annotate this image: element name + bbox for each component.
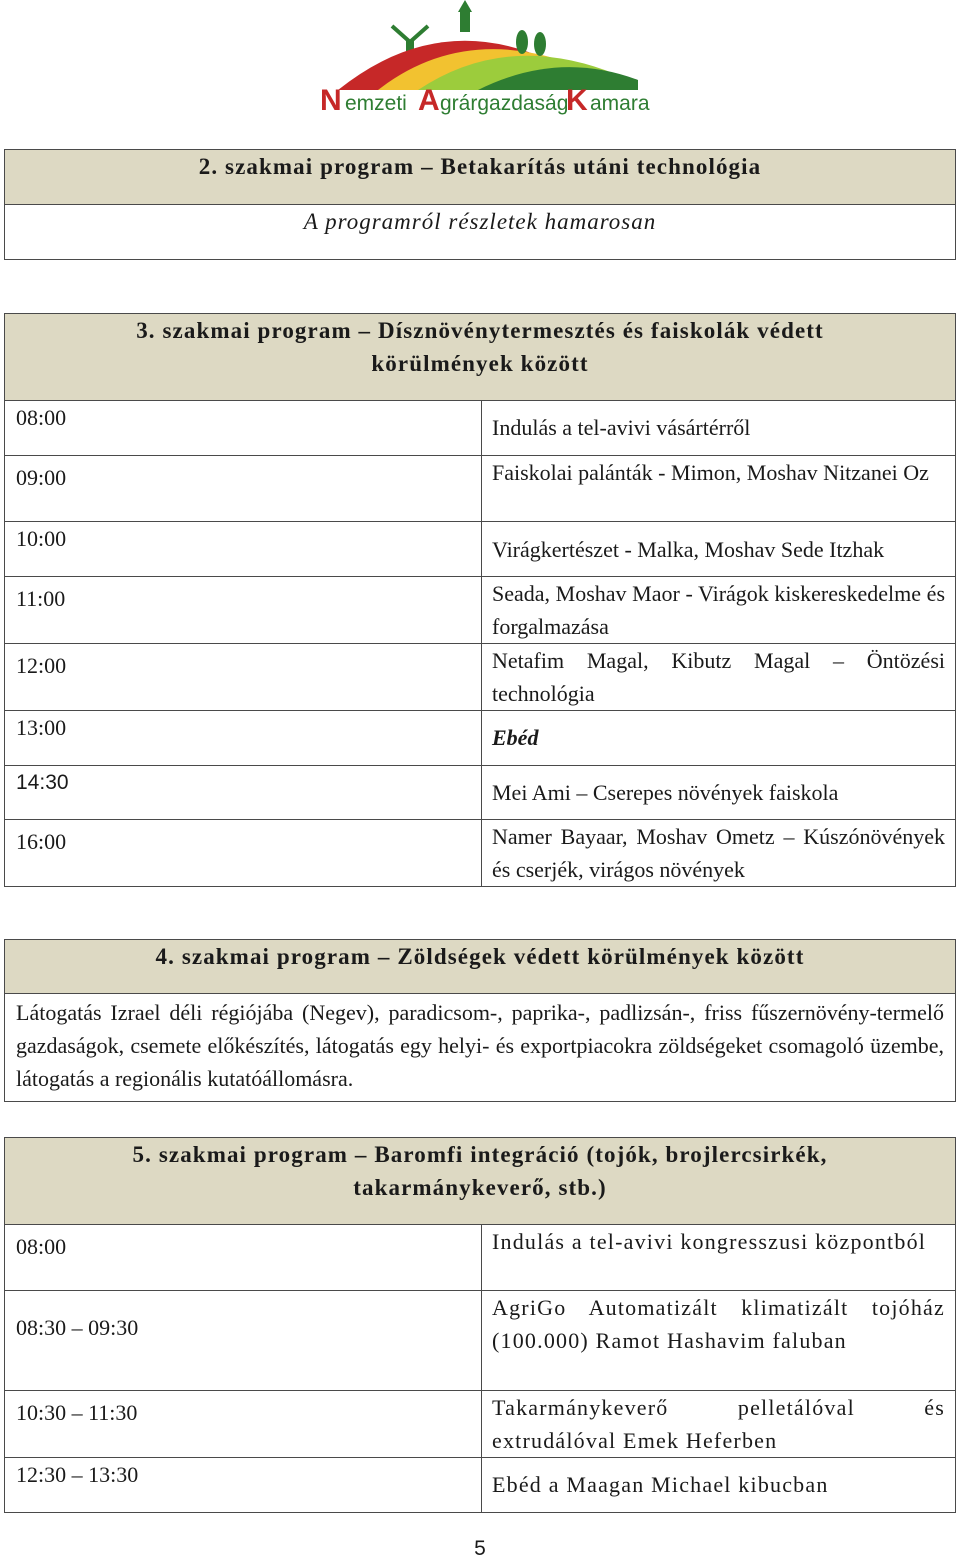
table-row xyxy=(5,711,956,766)
logo-letter: N xyxy=(320,84,342,117)
chamber-logo xyxy=(318,0,648,125)
program3-title-line2: körülmények között xyxy=(371,351,589,376)
desc-cell: Indulás a tel-avivi vásártérről xyxy=(482,401,956,456)
program5-table xyxy=(4,1137,956,1513)
time-cell: 14:30 xyxy=(5,766,482,820)
program4-title: 4. szakmai program – Zöldségek védett körülmények között xyxy=(155,944,805,969)
desc-cell: Netafim Magal, Kibutz Magal – Öntözési technológia xyxy=(482,644,956,711)
logo-wordmark xyxy=(318,84,650,122)
time-cell: 08:00 xyxy=(5,401,482,456)
desc-cell: Ebéd xyxy=(482,711,956,766)
table-row xyxy=(5,401,956,456)
table-row xyxy=(5,456,956,522)
table-row xyxy=(5,1291,956,1391)
program2-subtitle: A programról részletek hamarosan xyxy=(303,209,657,234)
program4-description: Látogatás Izrael déli régiójába (Negev), paradicsom-, paprika-, padlizsán-, friss fűszernövény-termelő gazdaságok, csemete előkészítés, látogatás egy helyi- és exportpiacokra zöldségeket csomagoló üzembe, látogatás a regionális kutatóállomásra. xyxy=(5,994,956,1102)
table-row xyxy=(5,644,956,711)
time-cell: 10:00 xyxy=(5,522,482,577)
logo-letter: K xyxy=(566,84,588,117)
table-row xyxy=(5,820,956,887)
program5-header xyxy=(5,1138,956,1225)
desc-cell: Virágkertészet - Malka, Moshav Sede Itzhak xyxy=(482,522,956,577)
program2-subtitle-cell xyxy=(5,205,956,260)
time-cell: 09:00 xyxy=(5,456,482,522)
program4-header xyxy=(5,940,956,994)
table-row xyxy=(5,1225,956,1291)
program2-header xyxy=(5,150,956,205)
program5-title-line1: 5. szakmai program – Baromfi integráció (tojók, brojlercsirkék, xyxy=(132,1142,828,1167)
time-cell: 08:00 xyxy=(5,1225,482,1291)
desc-cell: Ebéd a Maagan Michael kibucban xyxy=(482,1458,956,1513)
time-cell: 12:30 – 13:30 xyxy=(5,1458,482,1513)
table-row xyxy=(5,1391,956,1458)
program5-title-line2: takarmánykeverő, stb.) xyxy=(353,1175,607,1200)
desc-cell: Seada, Moshav Maor - Virágok kiskereskedelme és forgalmazása xyxy=(482,577,956,644)
page-number: 5 xyxy=(474,1537,486,1560)
desc-cell: AgriGo Automatizált klimatizált tojóház (100.000) Ramot Hashavim faluban xyxy=(482,1291,956,1391)
table-row xyxy=(5,577,956,644)
program2-title: 2. szakmai program – Betakarítás utáni technológia xyxy=(198,154,762,179)
desc-cell: Mei Ami – Cserepes növények faiskola xyxy=(482,766,956,820)
table-row xyxy=(5,766,956,820)
program3-title-line1: 3. szakmai program – Dísznövénytermesztés és faiskolák védett xyxy=(136,318,824,343)
table-row xyxy=(5,522,956,577)
program4-table xyxy=(4,939,956,1102)
logo-word: amara xyxy=(590,92,650,115)
logo-landscape-icon xyxy=(318,0,648,92)
time-cell: 16:00 xyxy=(5,820,482,887)
table-row xyxy=(5,1458,956,1513)
desc-cell: Indulás a tel-avivi kongresszusi központból xyxy=(482,1225,956,1291)
time-cell: 11:00 xyxy=(5,577,482,644)
program2-table xyxy=(4,149,956,260)
time-cell: 13:00 xyxy=(5,711,482,766)
program3-header xyxy=(5,314,956,401)
time-cell: 10:30 – 11:30 xyxy=(5,1391,482,1458)
logo-word: grárgazdasági xyxy=(440,92,574,115)
desc-cell: Namer Bayaar, Moshav Ometz – Kúszónövények és cserjék, virágos növények xyxy=(482,820,956,887)
logo-letter: A xyxy=(418,84,440,117)
program3-table xyxy=(4,313,956,887)
desc-cell: Faiskolai palánták - Mimon, Moshav Nitzanei Oz xyxy=(482,456,956,522)
logo-word: emzeti xyxy=(345,92,407,115)
time-cell: 12:00 xyxy=(5,644,482,711)
desc-cell: Takarmánykeverő pelletálóval és extrudálóval Emek Heferben xyxy=(482,1391,956,1458)
time-cell: 08:30 – 09:30 xyxy=(5,1291,482,1391)
